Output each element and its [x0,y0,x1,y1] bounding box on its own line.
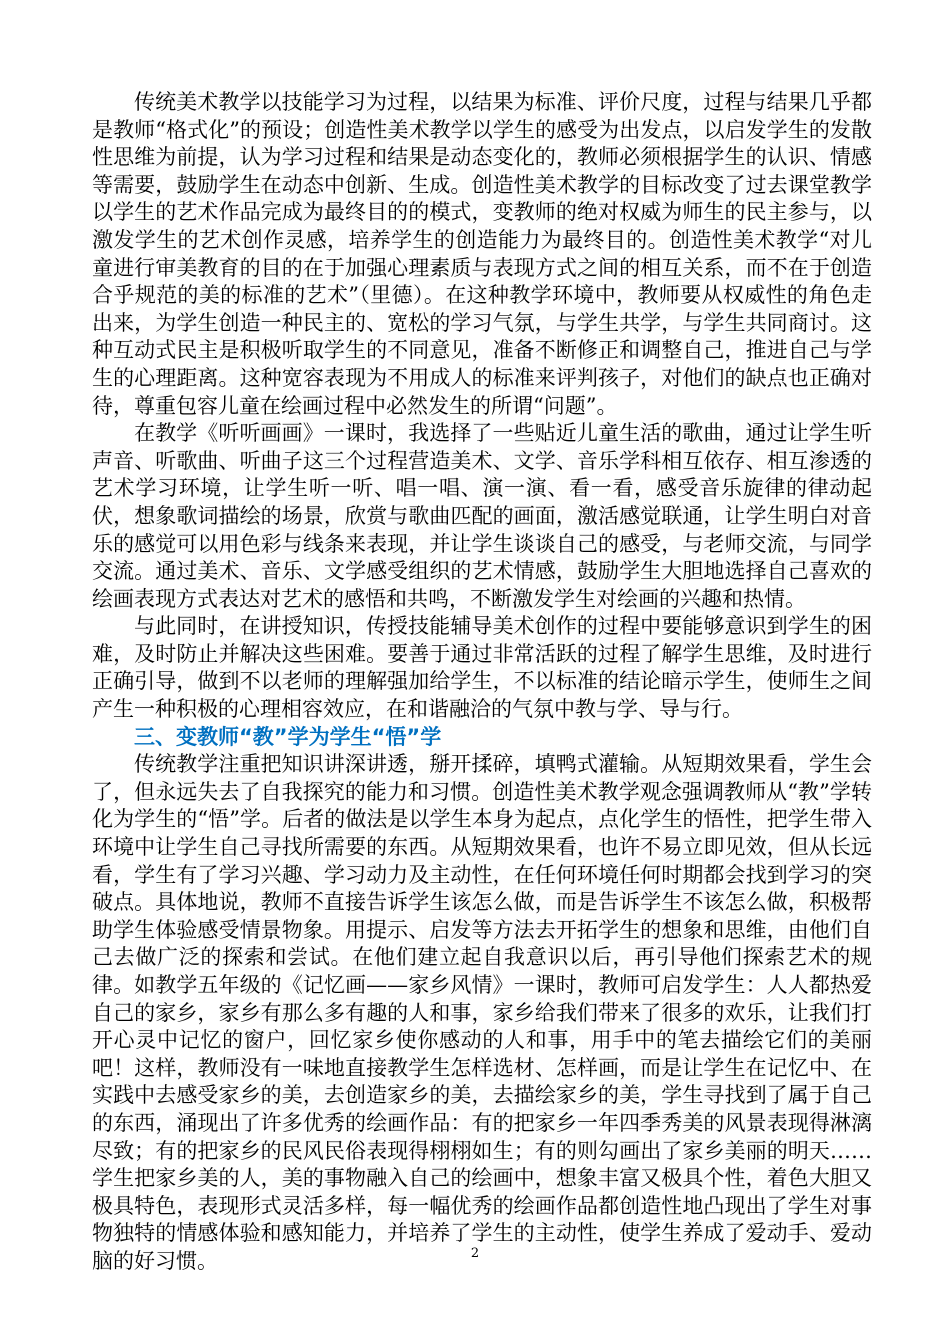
paragraph-4: 传统教学注重把知识讲深讲透，掰开揉碎，填鸭式灌输。从短期效果看，学生会了，但永远失去了自我探究的能力和习惯。创造性美术教学观念强调教师从“教”学转化为学生的“悟”学。后者的做法是以学生本身为起点，点化学生的悟性，把学生带入环境中让学生自己寻找所需要的东西。从短期效果看，也许不易立即见效，但从长远看，学生有了学习兴趣、学习动力及主动性，在任何环境任何时期都会找到学习的突破点。具体地说，教师不直接告诉学生该怎么做，而是告诉学生不该怎么做，积极帮助学生体验感受情景物象。用提示、启发等方法去开拓学生的想象和思维，由他们自己去做广泛的探索和尝试。在他们建立起自我意识以后，再引导他们探索艺术的规律。如教学五年级的《记忆画——家乡风情》一课时，教师可启发学生：人人都热爱自己的家乡，家乡有那么多有趣的人和事，家乡给我们带来了很多的欢乐，让我们打开心灵中记忆的窗户，回忆家乡使你感动的人和事，用手中的笔去描绘它们的美丽吧！这样，教师没有一味地直接教学生怎样选材、怎样画，而是让学生在记忆中、在实践中去感受家乡的美，去创造家乡的美，去描绘家乡的美，学生寻找到了属于自己的东西，涌现出了许多优秀的绘画作品：有的把家乡一年四季秀美的风景表现得淋漓尽致；有的把家乡的民风民俗表现得栩栩如生；有的则勾画出了家乡美丽的明天……学生把家乡美的人，美的事物融入自己的绘画中，想象丰富又极具个性，着色大胆又极具特色，表现形式灵活多样，每一幅优秀的绘画作品都创造性地凸现出了学生对事物独特的情感体验和感知能力，并培养了学生的主动性，使学生养成了爱动手、爱动脑的好习惯。 [92,752,872,1273]
paragraph-2: 在教学《听听画画》一课时，我选择了一些贴近儿童生活的歌曲，通过让学生听声音、听歌曲、听曲子这三个过程营造美术、文学、音乐学科相互依存、相互渗透的艺术学习环境，让学生听一听、唱一唱、演一演、看一看，感受音乐旋律的律动起伏，想象歌词描绘的场景，欣赏与歌曲匹配的画面，激活感觉联通，让学生明白对音乐的感觉可以用色彩与线条来表现，并让学生谈谈自己的感受，与老师交流，与同学交流。通过美术、音乐、文学感受组织的艺术情感，鼓励学生大胆地选择自己喜欢的绘画表现方式表达对艺术的感悟和共鸣，不断激发学生对绘画的兴趣和热情。 [92,421,872,611]
paragraph-3: 与此同时，在讲授知识，传授技能辅导美术创作的过程中要能够意识到学生的困难，及时防止并解决这些困难。要善于通过非常活跃的过程了解学生思维，及时进行正确引导，做到不以老师的理解强加给学生，不以标准的结论暗示学生，使师生之间产生一种积极的心理相容效应，在和谐融洽的气氛中教与学、导与行。 [92,614,872,722]
page-number: 2 [470,1246,480,1261]
document-body [92,89,872,1276]
section-heading: 三、变教师“教”学为学生“悟”学 [134,724,442,749]
paragraph-1: 传统美术教学以技能学习为过程，以结果为标准、评价尺度，过程与结果几乎都是教师“格式化”的预设；创造性美术教学以学生的感受为出发点，以启发学生的发散性思维为前提，认为学习过程和结果是动态变化的，教师必须根据学生的认识、情感等需要，鼓励学生在动态中创新、生成。创造性美术教学的目标改变了过去课堂教学以学生的艺术作品完成为最终目的的模式，变教师的绝对权威为师生的民主参与，以激发学生的艺术创作灵感，培养学生的创造能力为最终目的。创造性美术教学“对儿童进行审美教育的目的在于加强心理素质与表现方式之间的相互关系，而不在于创造合乎规范的美的标准的艺术”（里德）。在这种教学环境中，教师要从权威性的角色走出来，为学生创造一种民主的、宽松的学习气氛，与学生共学，与学生共同商讨。这种互动式民主是积极听取学生的不同意见，准备不断修正和调整自己，推进自己与学生的心理距离。这种宽容表现为不用成人的标准来评判孩子，对他们的缺点也正确对待，尊重包容儿童在绘画过程中必然发生的所谓“问题”。 [92,90,872,418]
